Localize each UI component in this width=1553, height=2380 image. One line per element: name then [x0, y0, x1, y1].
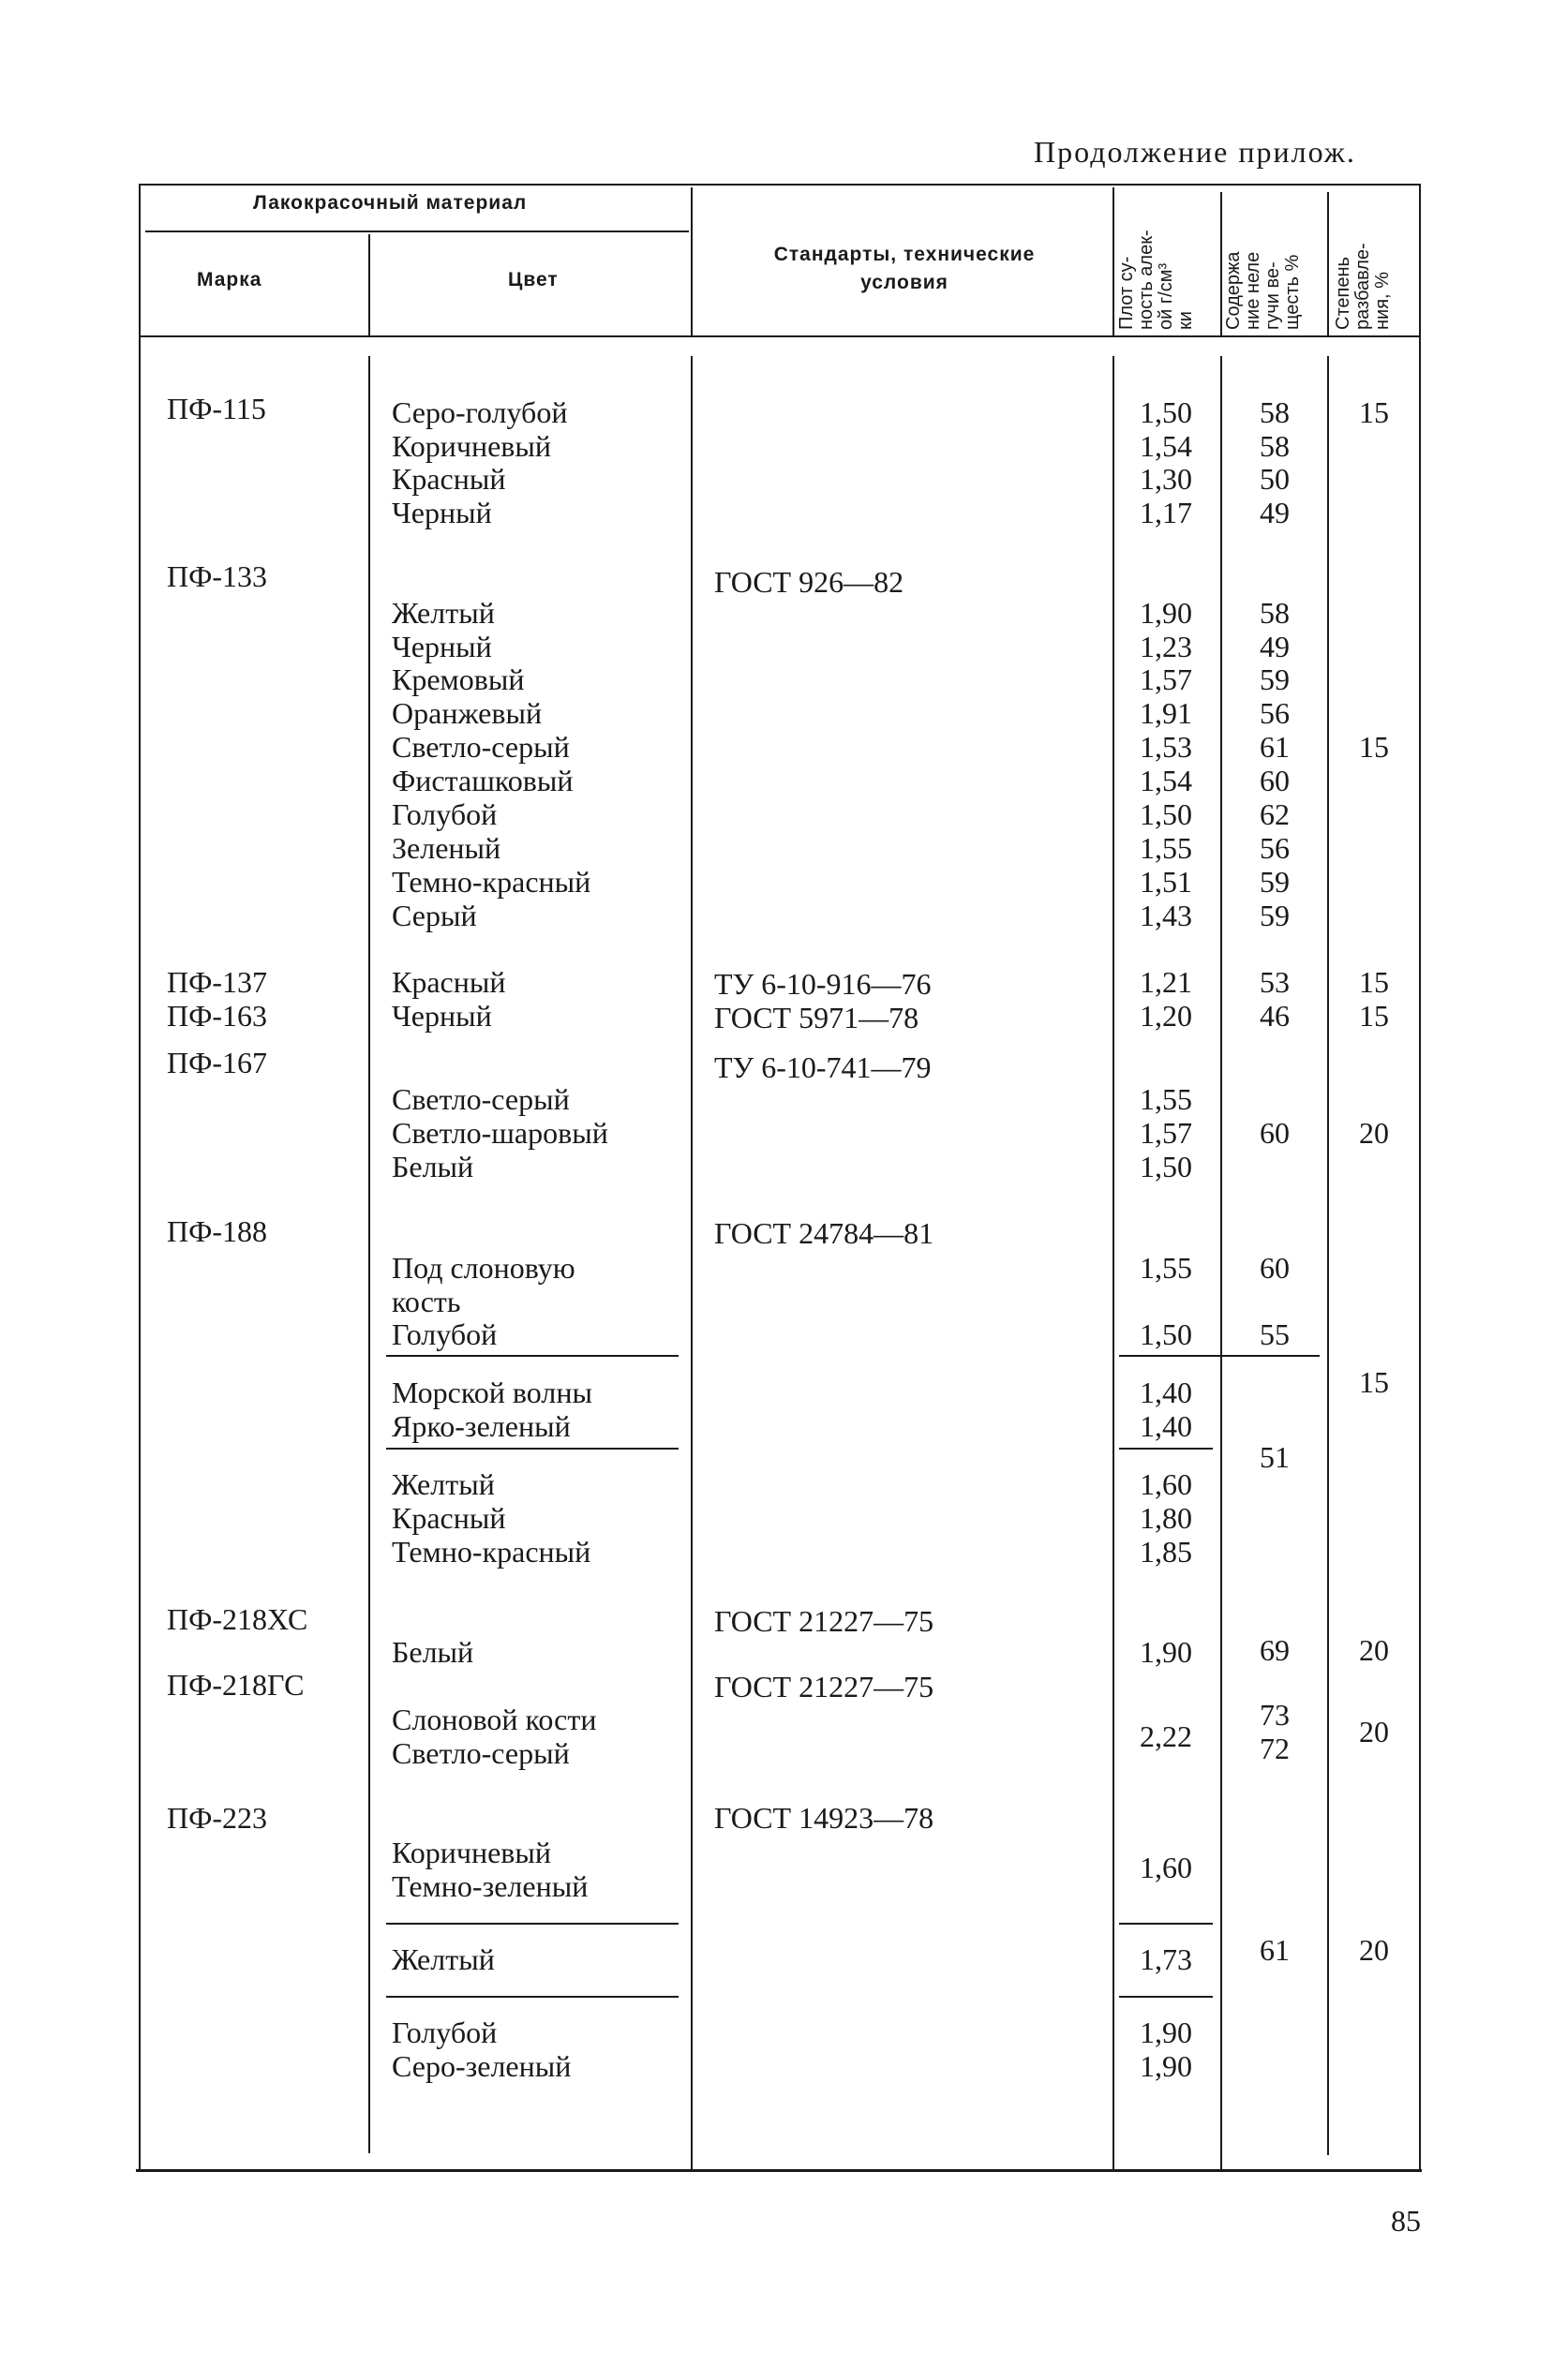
density-cell: 1,20 [1140, 999, 1192, 1033]
nonvolatile-cell: 60 [1260, 1116, 1290, 1150]
header-color: Цвет [508, 269, 559, 290]
color-cell: Темно-красный [392, 1535, 591, 1569]
density-cell: 1,60 [1140, 1851, 1192, 1884]
color-cell: Кремовый [392, 662, 525, 696]
density-cell: 1,50 [1140, 1317, 1192, 1351]
dilution-cell: 20 [1359, 1715, 1389, 1748]
header-nonvolatile: Содержа ние неле гучи ве- щесть % [1223, 251, 1303, 330]
nonvolatile-cell: 59 [1260, 662, 1290, 696]
density-cell: 1,30 [1140, 462, 1192, 496]
dilution-cell: 15 [1359, 395, 1389, 429]
density-cell: 1,73 [1140, 1942, 1192, 1976]
header-standards: Стандарты, технические условия [773, 244, 1036, 293]
density-cell: 1,55 [1140, 831, 1192, 865]
density-cell: 2,22 [1140, 1719, 1192, 1753]
density-cell: 1,50 [1140, 395, 1192, 429]
density-cell: 1,60 [1140, 1467, 1192, 1501]
nonvolatile-cell: 61 [1260, 730, 1290, 764]
color-cell: Желтый [392, 1467, 495, 1501]
density-cell: 1,50 [1140, 1150, 1192, 1183]
nonvolatile-cell: 53 [1260, 965, 1290, 999]
color-cell: Фисташковый [392, 764, 574, 797]
color-cell: Светло-серый [392, 1082, 570, 1116]
nonvolatile-cell: 50 [1260, 462, 1290, 496]
color-cell: Темно-красный [392, 865, 591, 899]
header-dilution: Степень разбавле- ния, % [1333, 243, 1393, 330]
dilution-cell: 15 [1359, 965, 1389, 999]
nonvolatile-cell: 49 [1260, 630, 1290, 663]
color-cell: Красный [392, 1501, 506, 1535]
density-cell: 1,57 [1140, 662, 1192, 696]
standard-cell: ГОСТ 21227—75 [714, 1670, 934, 1703]
color-cell: Желтый [392, 1942, 495, 1976]
color-cell: Красный [392, 965, 506, 999]
nonvolatile-cell: 56 [1260, 696, 1290, 730]
mark-cell: ПФ-223 [167, 1801, 268, 1835]
color-cell: Белый [392, 1635, 474, 1669]
mark-cell: ПФ-167 [167, 1046, 268, 1079]
mark-cell: ПФ-133 [167, 559, 268, 593]
color-cell: Черный [392, 496, 492, 529]
nonvolatile-cell: 62 [1260, 797, 1290, 831]
nonvolatile-cell: 59 [1260, 899, 1290, 932]
color-cell: Оранжевый [392, 696, 543, 730]
color-cell: Светло-серый [392, 1736, 570, 1770]
color-cell: Серый [392, 899, 477, 932]
standard-cell: ГОСТ 14923—78 [714, 1801, 934, 1835]
standard-cell: ТУ 6-10-741—79 [714, 1050, 932, 1084]
color-cell: Темно-зеленый [392, 1869, 589, 1903]
density-cell: 1,90 [1140, 2016, 1192, 2049]
color-cell: Под слоновую [392, 1251, 575, 1285]
nonvolatile-cell: 55 [1260, 1317, 1290, 1351]
density-cell: 1,55 [1140, 1251, 1192, 1285]
density-cell: 1,80 [1140, 1501, 1192, 1535]
density-cell: 1,91 [1140, 696, 1192, 730]
nonvolatile-cell: 72 [1260, 1732, 1290, 1765]
nonvolatile-cell: 61 [1260, 1933, 1290, 1967]
density-cell: 1,90 [1140, 1635, 1192, 1669]
density-cell: 1,90 [1140, 596, 1192, 630]
density-cell: 1,43 [1140, 899, 1192, 932]
color-cell: Красный [392, 462, 506, 496]
color-cell: Черный [392, 999, 492, 1033]
mark-cell: ПФ-218ХС [167, 1602, 308, 1636]
density-cell: 1,21 [1140, 965, 1192, 999]
dilution-cell: 20 [1359, 1933, 1389, 1967]
nonvolatile-cell: 49 [1260, 496, 1290, 529]
page-number: 85 [1391, 2204, 1421, 2238]
dilution-cell: 20 [1359, 1633, 1389, 1667]
density-cell: 1,17 [1140, 496, 1192, 529]
density-cell: 1,40 [1140, 1409, 1192, 1443]
density-cell: 1,51 [1140, 865, 1192, 899]
density-cell: 1,55 [1140, 1082, 1192, 1116]
mark-cell: ПФ-188 [167, 1214, 268, 1248]
color-cell: Голубой [392, 797, 498, 831]
color-cell: Черный [392, 630, 492, 663]
nonvolatile-cell: 58 [1260, 429, 1290, 463]
nonvolatile-cell: 73 [1260, 1698, 1290, 1732]
color-cell: Коричневый [392, 429, 552, 463]
color-cell: Белый [392, 1150, 474, 1183]
nonvolatile-cell: 69 [1260, 1633, 1290, 1667]
dilution-cell: 15 [1359, 1365, 1389, 1399]
density-cell: 1,50 [1140, 797, 1192, 831]
mark-cell: ПФ-137 [167, 965, 268, 999]
dilution-cell: 15 [1359, 730, 1389, 764]
dilution-cell: 15 [1359, 999, 1389, 1033]
header-group: Лакокрасочный материал [253, 192, 528, 214]
standard-cell: ТУ 6-10-916—76 [714, 967, 932, 1001]
nonvolatile-cell: 51 [1260, 1440, 1290, 1474]
color-cell: Слоновой кости [392, 1703, 597, 1736]
continuation-note: Продолжение прилож. [1034, 135, 1356, 169]
mark-cell: ПФ-218ГС [167, 1668, 305, 1702]
standard-cell: ГОСТ 24784—81 [714, 1216, 934, 1250]
mark-cell: ПФ-163 [167, 999, 268, 1033]
color-cell: Светло-серый [392, 730, 570, 764]
nonvolatile-cell: 60 [1260, 764, 1290, 797]
nonvolatile-cell: 58 [1260, 395, 1290, 429]
color-cell: Голубой [392, 2016, 498, 2049]
nonvolatile-cell: 46 [1260, 999, 1290, 1033]
color-cell: кость [392, 1285, 461, 1318]
nonvolatile-cell: 59 [1260, 865, 1290, 899]
color-cell: Коричневый [392, 1836, 552, 1869]
color-cell: Морской волны [392, 1376, 592, 1409]
color-cell: Серо-голубой [392, 395, 568, 429]
mark-cell: ПФ-115 [167, 392, 266, 425]
color-cell: Голубой [392, 1317, 498, 1351]
color-cell: Желтый [392, 596, 495, 630]
density-cell: 1,23 [1140, 630, 1192, 663]
standard-cell: ГОСТ 21227—75 [714, 1604, 934, 1638]
nonvolatile-cell: 56 [1260, 831, 1290, 865]
density-cell: 1,53 [1140, 730, 1192, 764]
header-density: Плот су- ность алек- ой г/см³ ки [1116, 230, 1196, 330]
density-cell: 1,54 [1140, 429, 1192, 463]
nonvolatile-cell: 58 [1260, 596, 1290, 630]
density-cell: 1,57 [1140, 1116, 1192, 1150]
color-cell: Ярко-зеленый [392, 1409, 571, 1443]
dilution-cell: 20 [1359, 1116, 1389, 1150]
standard-cell: ГОСТ 5971—78 [714, 1001, 919, 1034]
nonvolatile-cell: 60 [1260, 1251, 1290, 1285]
standard-cell: ГОСТ 926—82 [714, 565, 904, 599]
color-cell: Светло-шаровый [392, 1116, 608, 1150]
density-cell: 1,90 [1140, 2049, 1192, 2083]
header-mark: Марка [197, 269, 262, 290]
density-cell: 1,40 [1140, 1376, 1192, 1409]
density-cell: 1,85 [1140, 1535, 1192, 1569]
color-cell: Серо-зеленый [392, 2049, 572, 2083]
density-cell: 1,54 [1140, 764, 1192, 797]
color-cell: Зеленый [392, 831, 501, 865]
